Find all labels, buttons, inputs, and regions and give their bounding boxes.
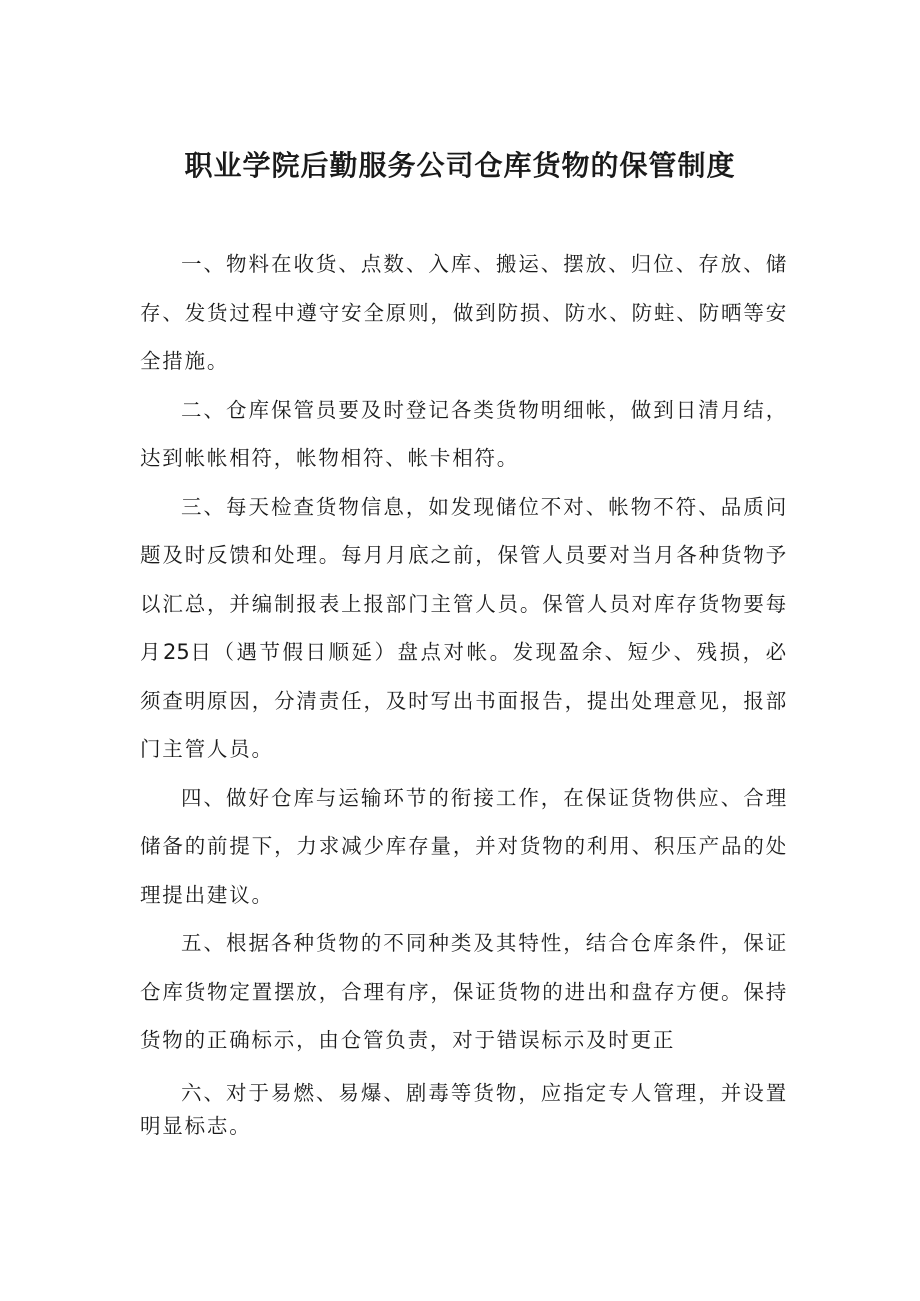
paragraph-2: 二、仓库保管员要及时登记各类货物明细帐，做到日清月结，达到帐帐相符，帐物相符、帐卡相符。 [140, 397, 788, 470]
document-body [140, 240, 788, 1143]
paragraph-3-head: 三、每天检查货物信息，如发现储位不对、帐物不符、品质问题及时反馈和处理。每月月底之前，保管人员要对当月各种货物予以汇总，并编制报表上报部门主管人员。保管人员对库存货物要每月 [140, 494, 788, 664]
paragraph-5: 五、根据各种货物的不同种类及其特性，结合仓库条件，保证仓库货物定置摆放，合理有序，保证货物的进出和盘存方便。保持货物的正确标示，由仓管负责，对于错误标示及时更正 [140, 931, 788, 1052]
paragraph-4: 四、做好仓库与运输环节的衔接工作，在保证货物供应、合理储备的前提下，力求减少库存量，并对货物的利用、积压产品的处理提出建议。 [140, 785, 788, 907]
paragraph-3-tail: 日（遇节假日顺延）盘点对帐。发现盈余、短少、残损，必须查明原因，分清责任，及时写出书面报告，提出处理意见，报部门主管人员。 [140, 640, 788, 761]
paragraph-3-number: 25 [163, 640, 190, 664]
paragraph-6: 六、对于易燃、易爆、剧毒等货物，应指定专人管理，并设置明显标志。 [140, 1080, 788, 1138]
paragraph-1: 一、物料在收货、点数、入库、搬运、摆放、归位、存放、储存、发货过程中遵守安全原则，做到防损、防水、防蛀、防晒等安全措施。 [140, 252, 788, 373]
document-title: 职业学院后勤服务公司仓库货物的保管制度 [184, 149, 736, 182]
paragraph-3 [140, 483, 788, 774]
